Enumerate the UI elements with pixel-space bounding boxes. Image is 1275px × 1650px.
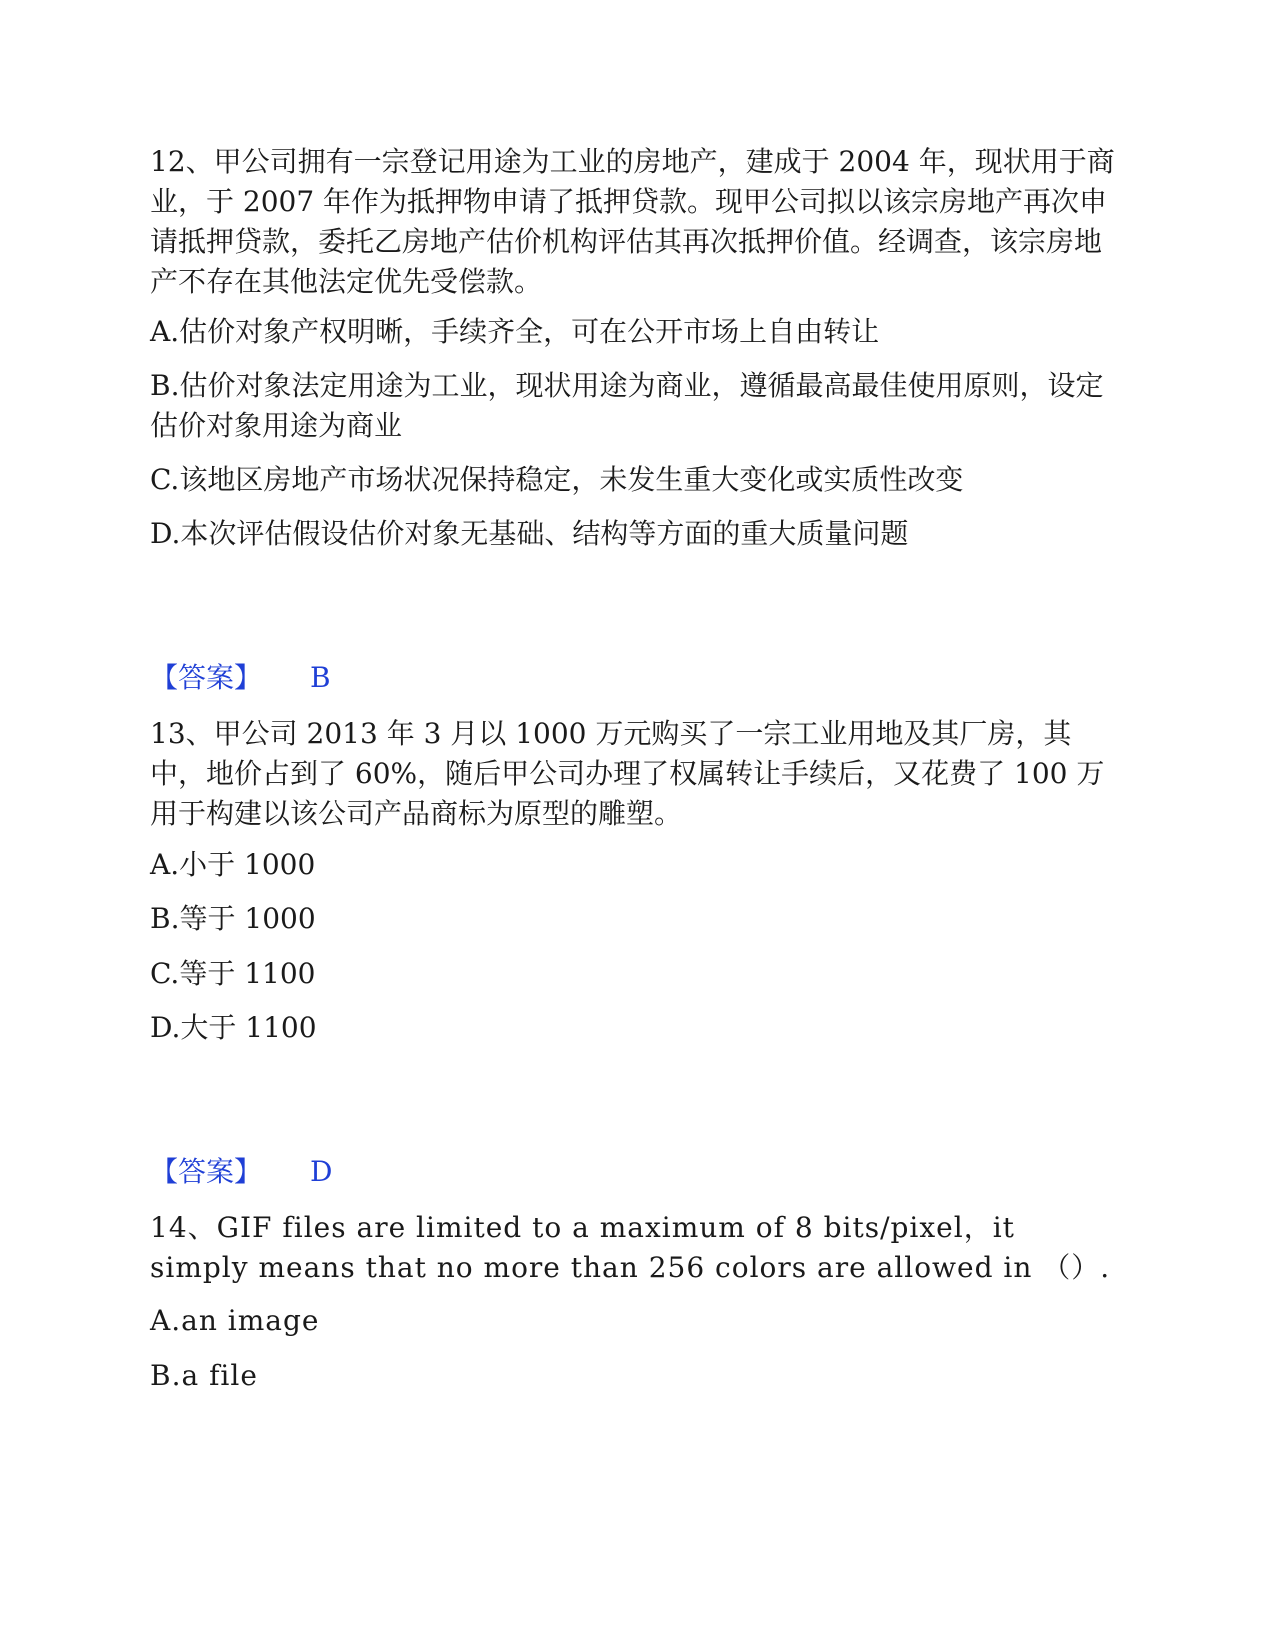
question-12-stem: 12、甲公司拥有一宗登记用途为工业的房地产，建成于 2004 年，现状用于商业，于 2007 年作为抵押物申请了抵押贷款。现甲公司拟以该宗房地产再次申请抵押贷款，委托乙房地产估价机构评估其再次抵押价值。经调查，该宗房地产不存在其他法定优先受偿款。 bbox=[150, 145, 1115, 298]
q14-option-a: A.an image bbox=[150, 1304, 320, 1337]
q13-answer bbox=[150, 1152, 332, 1192]
q13-option-d: D.大于 1100 bbox=[150, 1011, 317, 1044]
answer-label: 【答案】 bbox=[150, 1155, 263, 1188]
answer-value: B bbox=[310, 661, 331, 694]
answer-label: 【答案】 bbox=[150, 661, 263, 694]
q13-option-a: A.小于 1000 bbox=[150, 848, 316, 881]
q13-option-c: C.等于 1100 bbox=[150, 957, 316, 990]
q12-option-a: A.估价对象产权明晰，手续齐全，可在公开市场上自由转让 bbox=[150, 315, 880, 348]
q12-answer bbox=[150, 658, 331, 698]
question-14-stem: 14、GIF files are limited to a maximum of 8 bits/pixel，it simply means that no more than 256 colors are allowed in （）. bbox=[150, 1211, 1111, 1284]
q12-option-d: D.本次评估假设估价对象无基础、结构等方面的重大质量问题 bbox=[150, 517, 909, 550]
q13-option-b: B.等于 1000 bbox=[150, 902, 316, 935]
answer-value: D bbox=[310, 1155, 333, 1188]
question-13-stem: 13、甲公司 2013 年 3 月以 1000 万元购买了一宗工业用地及其厂房，其中，地价占到了 60%，随后甲公司办理了权属转让手续后，又花费了 100 万用于构建以该公司产品商标为原型的雕塑。 bbox=[150, 717, 1105, 830]
q14-option-b: B.a file bbox=[150, 1359, 258, 1392]
q12-option-c: C.该地区房地产市场状况保持稳定，未发生重大变化或实质性改变 bbox=[150, 463, 964, 496]
q12-option-b: B.估价对象法定用途为工业，现状用途为商业，遵循最高最佳使用原则，设定估价对象用途为商业 bbox=[150, 369, 1104, 442]
